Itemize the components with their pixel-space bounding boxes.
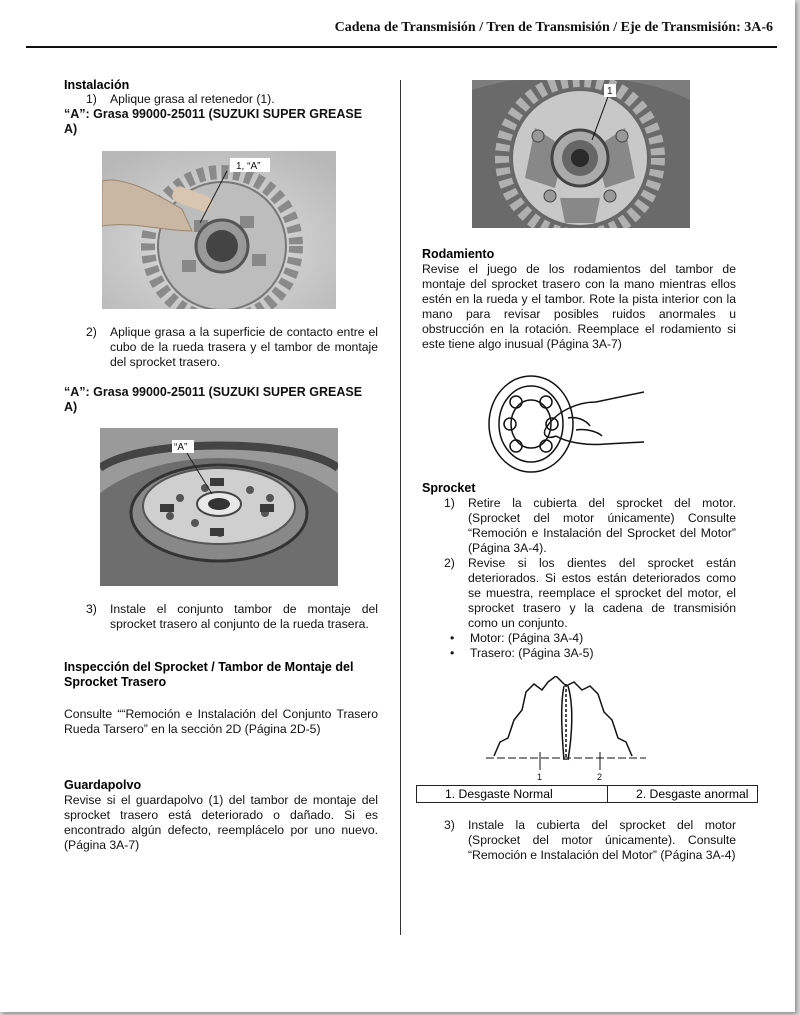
bullet-dot: • bbox=[450, 631, 455, 645]
legend-cell-normal: 1. Desgaste Normal bbox=[417, 786, 608, 802]
wear-legend-table bbox=[416, 785, 758, 803]
page-header: Cadena de Transmisión / Tren de Transmisión / Eje de Transmisión: 3A-6 bbox=[334, 20, 773, 35]
photo3-label: 1 bbox=[607, 86, 613, 97]
step-number: 2) bbox=[444, 556, 455, 570]
sprocket-dust-seal-photo bbox=[472, 80, 690, 228]
inspeccion-title: Inspección del Sprocket / Tambor de Montaje del Sprocket Trasero bbox=[64, 660, 354, 689]
photo2-label: “A” bbox=[174, 442, 188, 453]
grease-spec-1: “A”: Grasa 99000-25011 (SUZUKI SUPER GREASE A) bbox=[64, 107, 363, 136]
grease-spec-2: “A”: Grasa 99000-25011 (SUZUKI SUPER GREASE A) bbox=[64, 385, 363, 414]
guardapolvo-title: Guardapolvo bbox=[64, 778, 142, 792]
step-text: Aplique grasa al retenedor (1). bbox=[110, 92, 275, 106]
instalacion-title: Instalación bbox=[64, 78, 130, 92]
photo1-label: 1, “A” bbox=[236, 161, 261, 172]
guardapolvo-text: Revise si el guardapolvo (1) del tambor de montaje del sprocket trasero está deteriorado o dañado. Si es encontrado algún defecto, reemplácelo por uno nuevo. (Página 3A-7) bbox=[64, 793, 378, 852]
rodamiento-text: Revise el juego de los rodamientos del tambor de montaje del sprocket trasero con la mano mientras ellos estén en la rueda y el tambor. Rote la pista interior con la mano para revisar posibles ruidos anormales u obstrucción en la rotación. Reemplace el rodamiento si este tiene algo inusual (Página 3A-7) bbox=[422, 262, 736, 351]
header-rule bbox=[26, 46, 777, 48]
step-text: Retire la cubierta del sprocket del motor. (Sprocket del motor únicamente) Consulte “Remoción e Instalación del Sprocket del Motor” (Página 3A-4). bbox=[468, 496, 736, 555]
step-number: 2) bbox=[86, 325, 97, 339]
step-text: Instale la cubierta del sprocket del motor (Sprocket del motor únicamente). Consulte “Remoción e Instalación del Motor” (Página 3A-4) bbox=[468, 818, 736, 862]
step-number: 3) bbox=[444, 818, 455, 832]
bearing-check-drawing bbox=[486, 372, 646, 476]
sprocket-seal-photo bbox=[102, 151, 336, 309]
step-number: 3) bbox=[86, 602, 97, 616]
legend-cell-abnormal: 2. Desgaste anormal bbox=[636, 787, 749, 801]
step-text: Aplique grasa a la superficie de contacto entre el cubo de la rueda trasera y el tambor de montaje del sprocket trasero. bbox=[110, 325, 378, 369]
inspeccion-text: Consulte ““Remoción e Instalación del Conjunto Trasero Rueda Tarsero” en la sección 2D (Página 2D-5) bbox=[64, 707, 378, 736]
step-text: Instale el conjunto tambor de montaje del sprocket trasero al conjunto de la rueda trasera. bbox=[110, 602, 378, 631]
sprocket-title: Sprocket bbox=[422, 481, 476, 495]
sprocket-wear-diagram bbox=[486, 676, 646, 784]
rodamiento-title: Rodamiento bbox=[422, 247, 495, 261]
rear-wheel-hub-photo bbox=[100, 428, 338, 586]
diagram-label-1: 1 bbox=[537, 772, 543, 782]
bullet-text: Trasero: (Página 3A-5) bbox=[470, 646, 594, 660]
bullet-dot: • bbox=[450, 646, 455, 660]
diagram-label-2: 2 bbox=[597, 772, 603, 782]
column-divider bbox=[400, 80, 401, 935]
step-number: 1) bbox=[444, 496, 455, 510]
step-number: 1) bbox=[86, 92, 97, 106]
step-text: Revise si los dientes del sprocket están deteriorados. Si estos están deteriorados como se muestra, reemplace el sprocket del motor, el sprocket trasero y la cadena de transmisión como un conjunto. bbox=[468, 556, 736, 630]
bullet-text: Motor: (Página 3A-4) bbox=[470, 631, 584, 645]
